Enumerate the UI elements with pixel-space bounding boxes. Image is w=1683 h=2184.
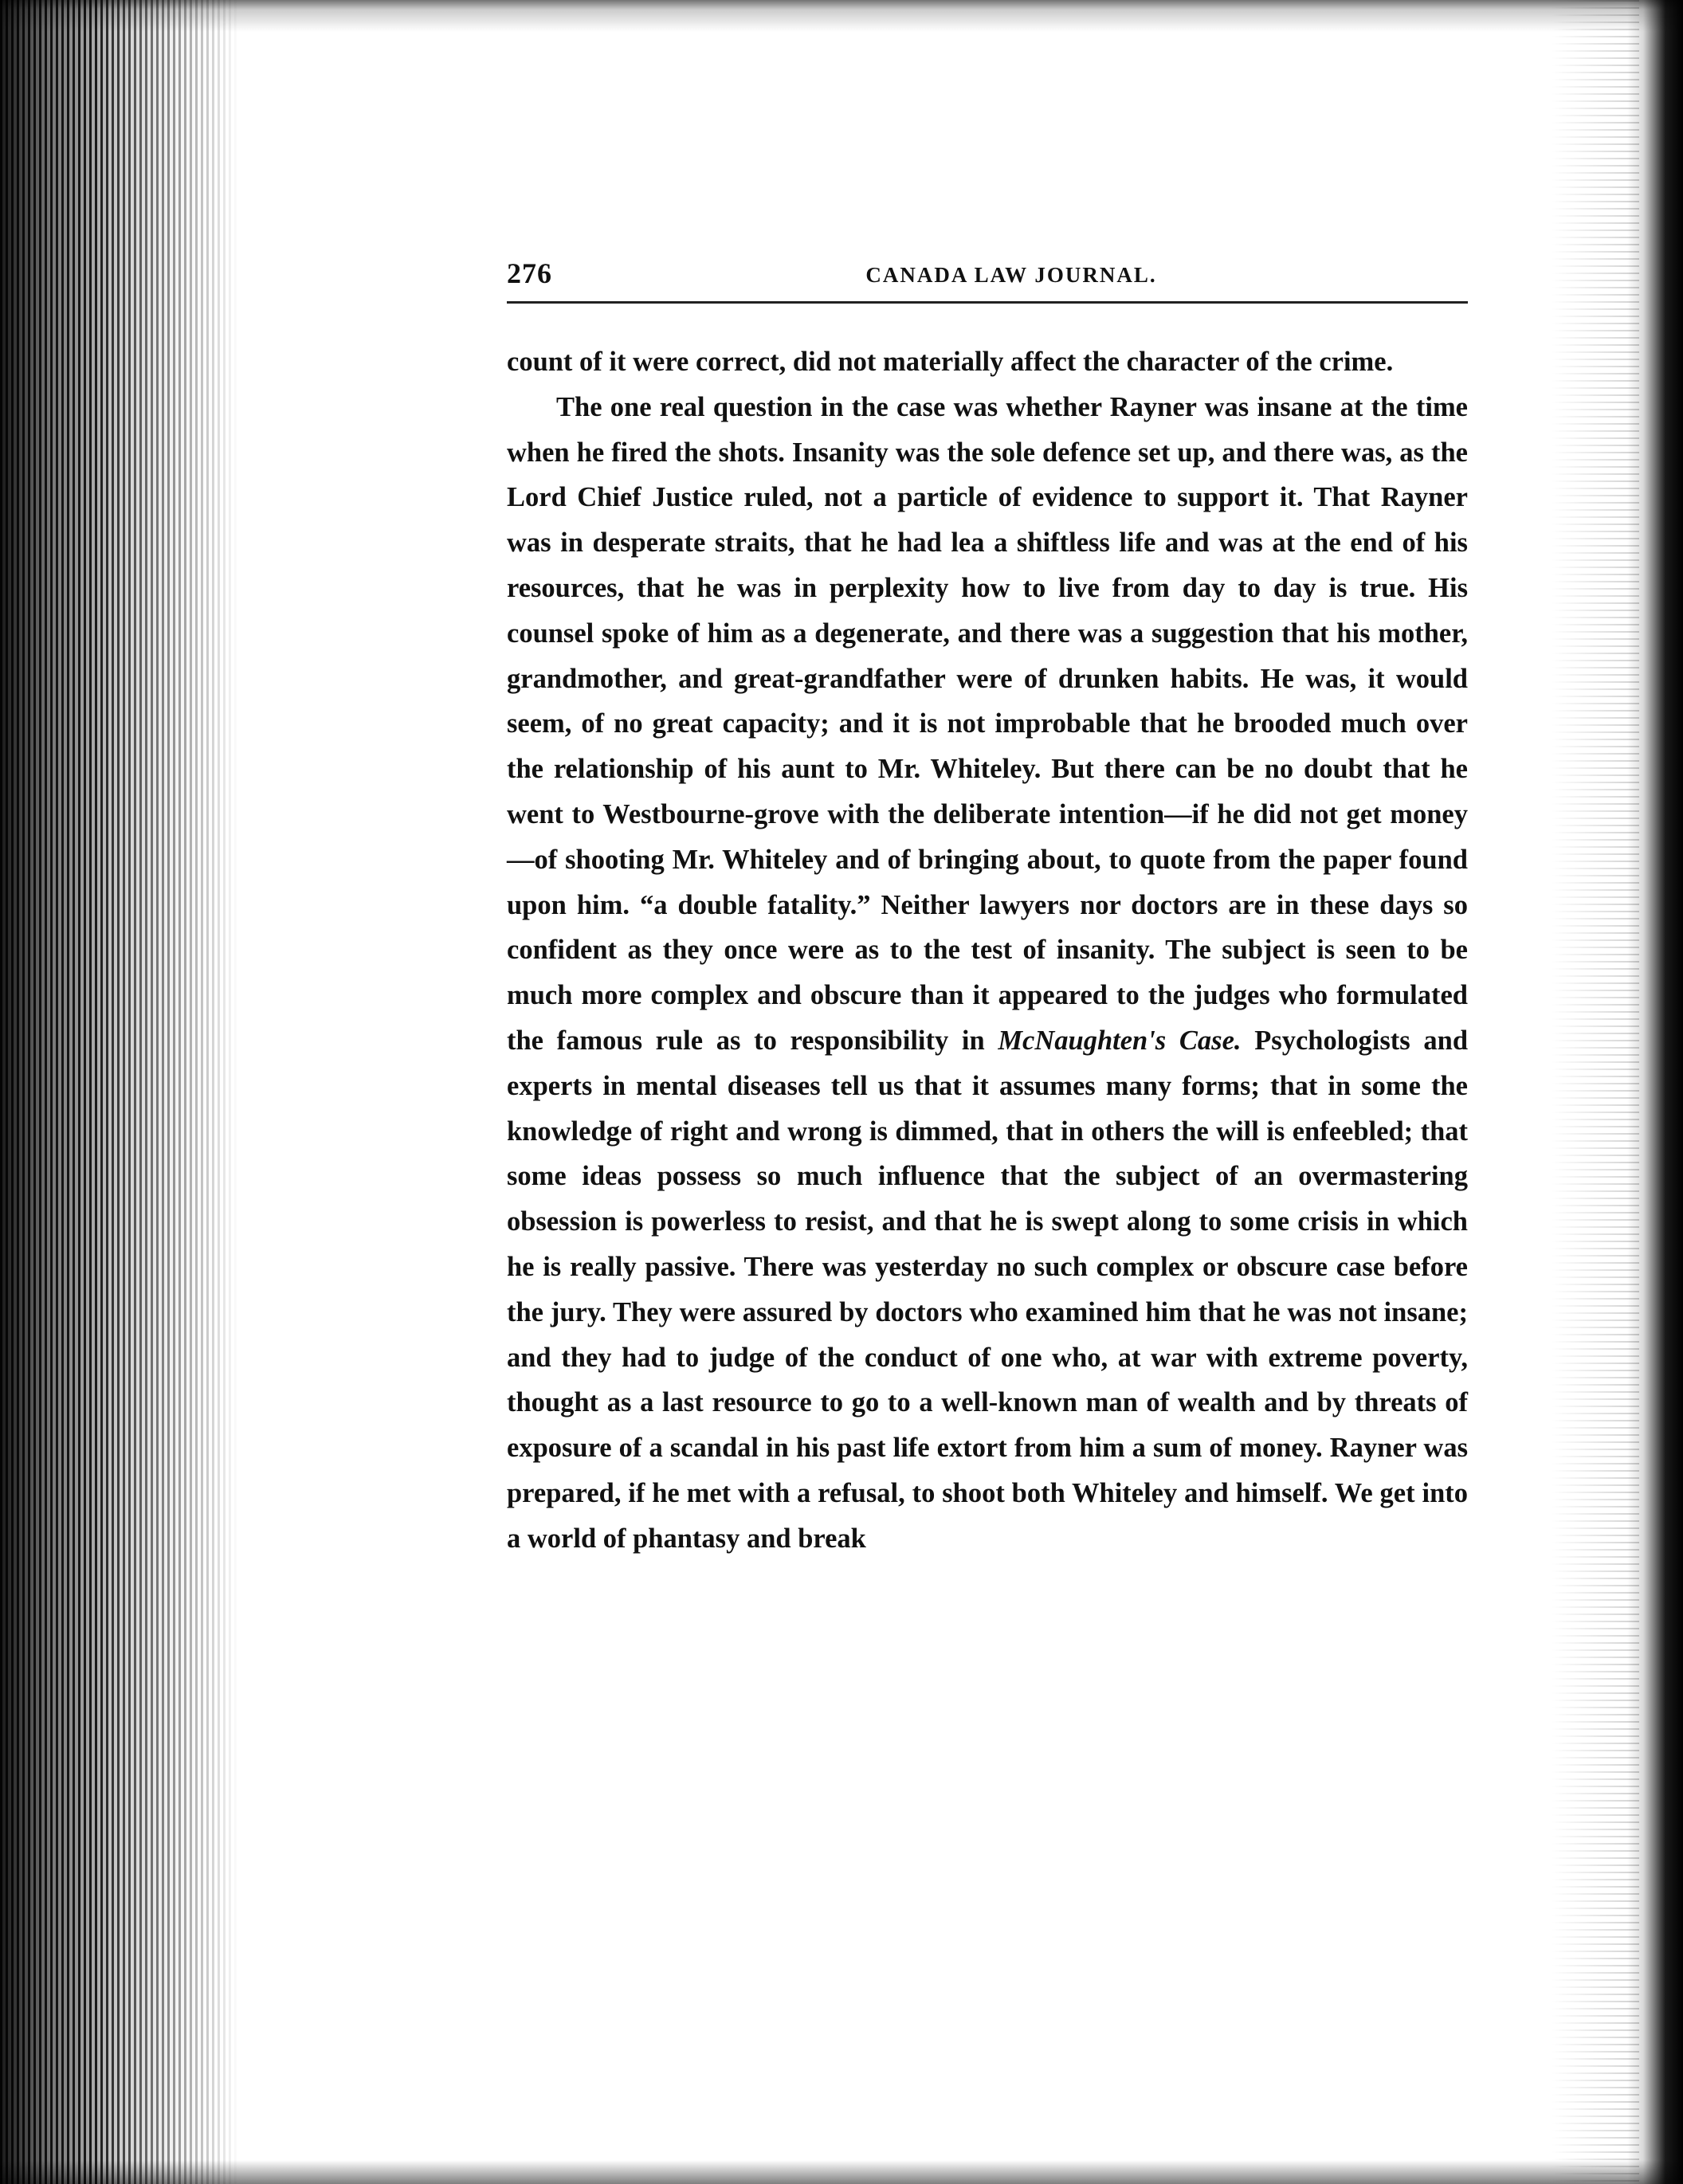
journal-page: [507, 257, 1468, 1562]
scan-edge-bottom: [0, 2160, 1683, 2184]
journal-title: CANADA LAW JOURNAL.: [865, 263, 1157, 287]
paragraph-insanity: [507, 385, 1468, 1562]
scan-edge-left: [0, 0, 239, 2184]
scan-edge-right: [1627, 0, 1683, 2184]
case-name: McNaughten's Case.: [998, 1025, 1242, 1056]
article-body: [507, 339, 1468, 1562]
header-rule: [507, 301, 1468, 304]
paragraph-continued: count of it were correct, did not materially affect the character of the crime.: [507, 347, 1394, 377]
page-number: 276: [507, 257, 552, 289]
paragraph-text: Psychologists and experts in mental diseases tell us that it assumes many forms; that in some the knowledge of right and wrong is dimmed, that in others the will is enfeebled; that some ideas possess so much influence that the subject of an overmastering obsession is powerless to resist, and that he is swept along to some crisis in which he is really passive. There was yesterday no such complex or obscure case before the jury. They were assured by doctors who examined him that he was not insane; and they had to judge of the conduct of one who, at war with extreme poverty, thought as a last resource to go to a well-known man of wealth and by threats of exposure of a scandal in his past life extort from him a sum of money. Rayner was prepared, if he met with a refusal, to shoot both Whiteley and himself. We get into a world of phantasy and break: [507, 1025, 1469, 1554]
paragraph-text: The one real question in the case was whether Rayner was insane at the time when he fired the shots. Insanity was the sole defence set up, and there was, as the Lord Chief Justice ruled, not a particle of evidence to support it. That Rayner was in desperate straits, that he had lea a shiftless life and was at the end of his resources, that he was in perplexity how to live from day to day is true. His counsel spoke of him as a degenerate, and there was a suggestion that his mother, grandmother, and great-grandfather were of drunken habits. He was, it would seem, of no great capacity; and it is not improbable that he brooded much over the relationship of his aunt to Mr. Whiteley. But there can be no doubt that he went to Westbourne-grove with the deliberate intention—if he did not get money—of shooting Mr. Whiteley and of bringing about, to quote from the paper found upon him. “a double fatality.” Neither lawyers nor doctors are in these days so confident as they once were as to the test of insanity. The subject is seen to be much more complex and obscure than it appeared to the judges who formulated the famous rule as to responsibility in: [507, 391, 1468, 1056]
scan-edge-right-noise: [1552, 0, 1639, 2184]
running-head: [507, 257, 1468, 296]
scan-edge-top: [0, 0, 1683, 32]
